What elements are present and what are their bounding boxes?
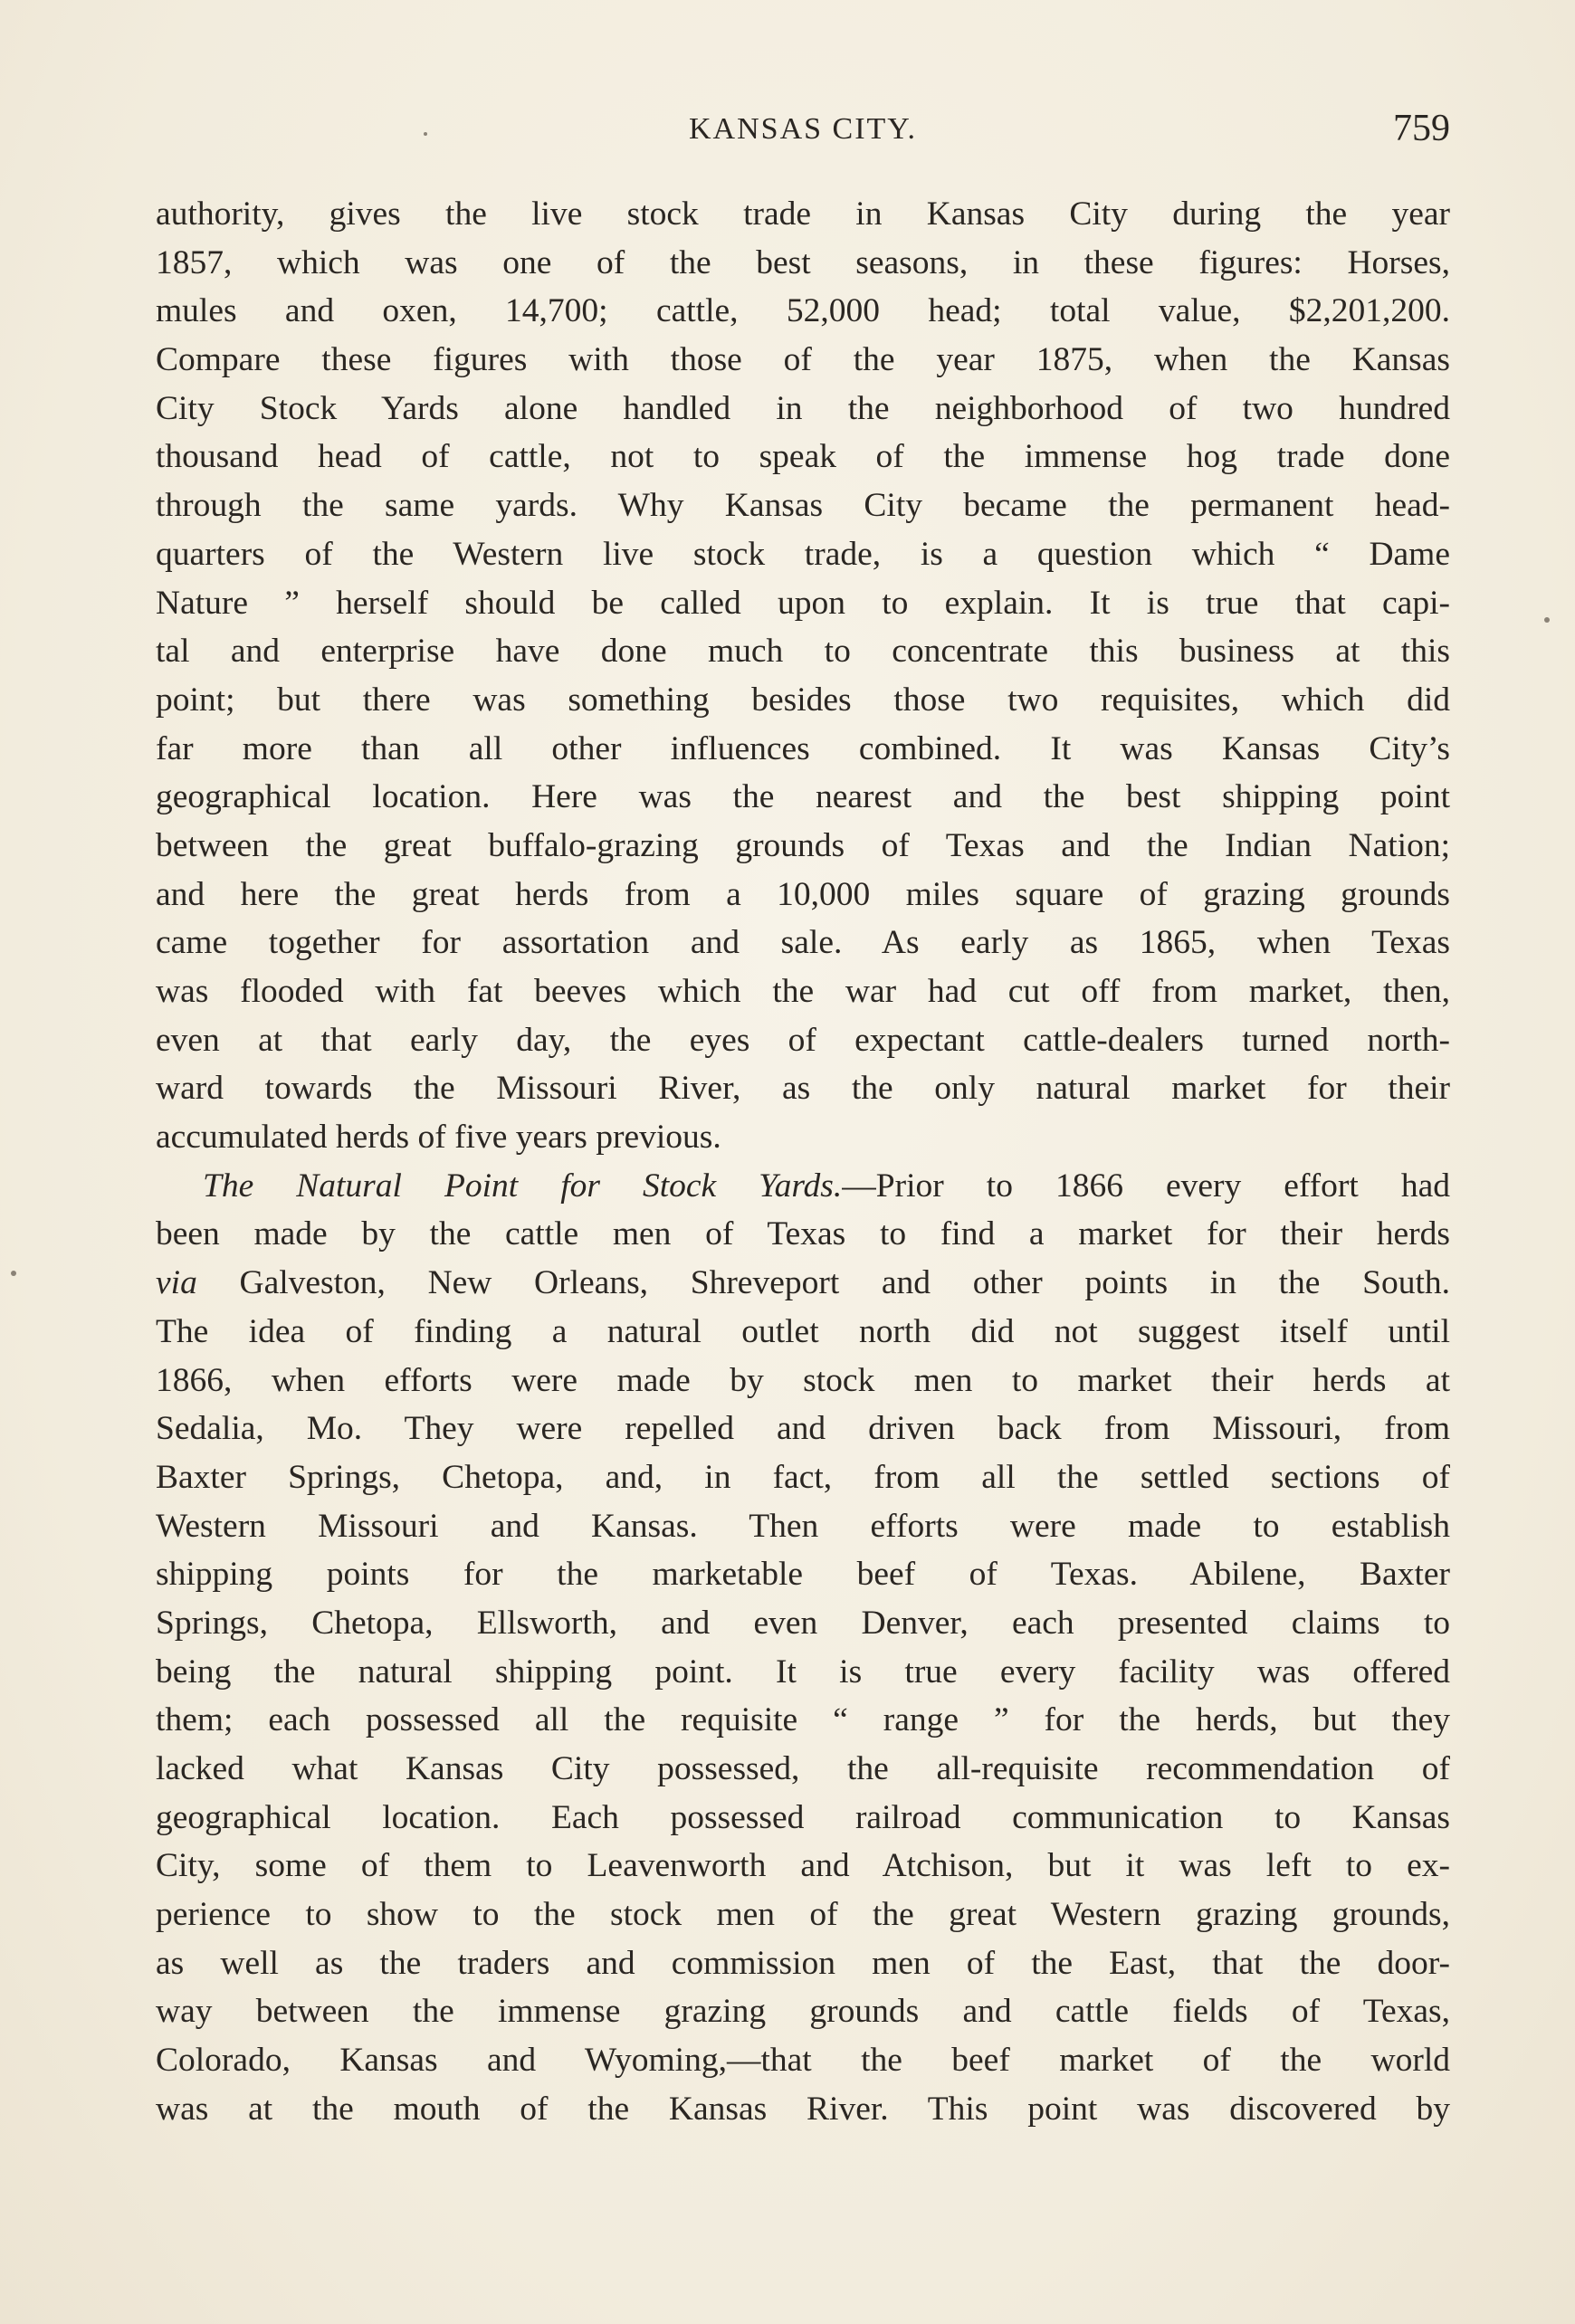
- section-heading: The Natural Point for Stock Yards.: [203, 1167, 843, 1205]
- text-line: been made by the cattle men of Texas to find a market for their herds: [156, 1215, 1450, 1253]
- text-line: quarters of the Western live stock trade, is a question which “ Dame: [156, 535, 1450, 573]
- text-line: Nature ” herself should be called upon to explain. It is true that capi-: [156, 584, 1450, 622]
- text-line: shipping points for the marketable beef of Texas. Abilene, Baxter: [156, 1556, 1450, 1594]
- text-line: Sedalia, Mo. They were repelled and driven back from Missouri, from: [156, 1410, 1450, 1448]
- text-line: geographical location. Here was the nearest and the best shipping point: [156, 778, 1450, 816]
- text-line: City Stock Yards alone handled in the neighborhood of two hundred: [156, 389, 1450, 427]
- text-line: was flooded with fat beeves which the war had cut off from market, then,: [156, 973, 1450, 1010]
- text-line: mules and oxen, 14,700; cattle, 52,000 head; total value, $2,201,200.: [156, 292, 1450, 330]
- page-header: [156, 107, 1450, 161]
- text-line: Baxter Springs, Chetopa, and, in fact, from all the settled sections of: [156, 1458, 1450, 1496]
- text-line: Colorado, Kansas and Wyoming,—that the beef market of the world: [156, 2042, 1450, 2080]
- text-line: even at that early day, the eyes of expectant cattle-dealers turned north-: [156, 1021, 1450, 1059]
- text-line: came together for assortation and sale. As early as 1865, when Texas: [156, 924, 1450, 962]
- body-text: [156, 190, 1450, 2134]
- text-line: perience to show to the stock men of the great Western grazing grounds,: [156, 1896, 1450, 1934]
- text-line: Springs, Chetopa, Ellsworth, and even Denver, each presented claims to: [156, 1604, 1450, 1642]
- text-line: through the same yards. Why Kansas City became the permanent head-: [156, 487, 1450, 525]
- text-line: lacked what Kansas City possessed, the all-requisite recommendation of: [156, 1750, 1450, 1787]
- text-line: 1866, when efforts were made by stock men to market their herds at: [156, 1361, 1450, 1399]
- text-line: was at the mouth of the Kansas River. This point was discovered by: [156, 2090, 1450, 2128]
- text-line: point; but there was something besides those two requisites, which did: [156, 681, 1450, 719]
- paper-speck: [11, 1271, 16, 1276]
- text-line: Compare these figures with those of the year 1875, when the Kansas: [156, 341, 1450, 379]
- paper-speck: [424, 132, 427, 136]
- text-line: as well as the traders and commission men of the East, that the door-: [156, 1944, 1450, 1982]
- text-line: accumulated herds of five years previous.: [156, 1119, 721, 1157]
- text-fragment: —Prior to 1866 every effort had: [842, 1167, 1450, 1205]
- text-line: geographical location. Each possessed railroad communication to Kansas: [156, 1798, 1450, 1836]
- text-line: The idea of finding a natural outlet north did not suggest itself until: [156, 1312, 1450, 1350]
- text-line: tal and enterprise have done much to concentrate this business at this: [156, 633, 1450, 671]
- running-head: KANSAS CITY.: [689, 112, 917, 146]
- text-line: authority, gives the live stock trade in Kansas City during the year: [156, 195, 1450, 233]
- text-line: Western Missouri and Kansas. Then efforts were made to establish: [156, 1507, 1450, 1545]
- paper-speck: [1544, 617, 1550, 623]
- text-line: way between the immense grazing grounds and cattle fields of Texas,: [156, 1993, 1450, 2031]
- text-line: ward towards the Missouri River, as the only natural market for their: [156, 1070, 1450, 1108]
- page-number: 759: [1393, 108, 1450, 149]
- text-line: thousand head of cattle, not to speak of the immense hog trade done: [156, 438, 1450, 476]
- text-line: [156, 1259, 1450, 1308]
- text-line: and here the great herds from a 10,000 miles square of grazing grounds: [156, 875, 1450, 913]
- text-line: between the great buffalo-grazing grounds of Texas and the Indian Nation;: [156, 826, 1450, 864]
- text-line: them; each possessed all the requisite “ range ” for the herds, but they: [156, 1701, 1450, 1739]
- text-line: far more than all other influences combined. It was Kansas City’s: [156, 729, 1450, 767]
- text-line: City, some of them to Leavenworth and Atchison, but it was left to ex-: [156, 1847, 1450, 1885]
- italic-word: via: [156, 1264, 197, 1302]
- text-line: being the natural shipping point. It is true every facility was offered: [156, 1653, 1450, 1691]
- text-line: 1857, which was one of the best seasons, in these figures: Horses,: [156, 243, 1450, 281]
- text-fragment: Galveston, New Orleans, Shreveport and other points in the South.: [196, 1264, 1450, 1302]
- section-first-line: [156, 1162, 1450, 1211]
